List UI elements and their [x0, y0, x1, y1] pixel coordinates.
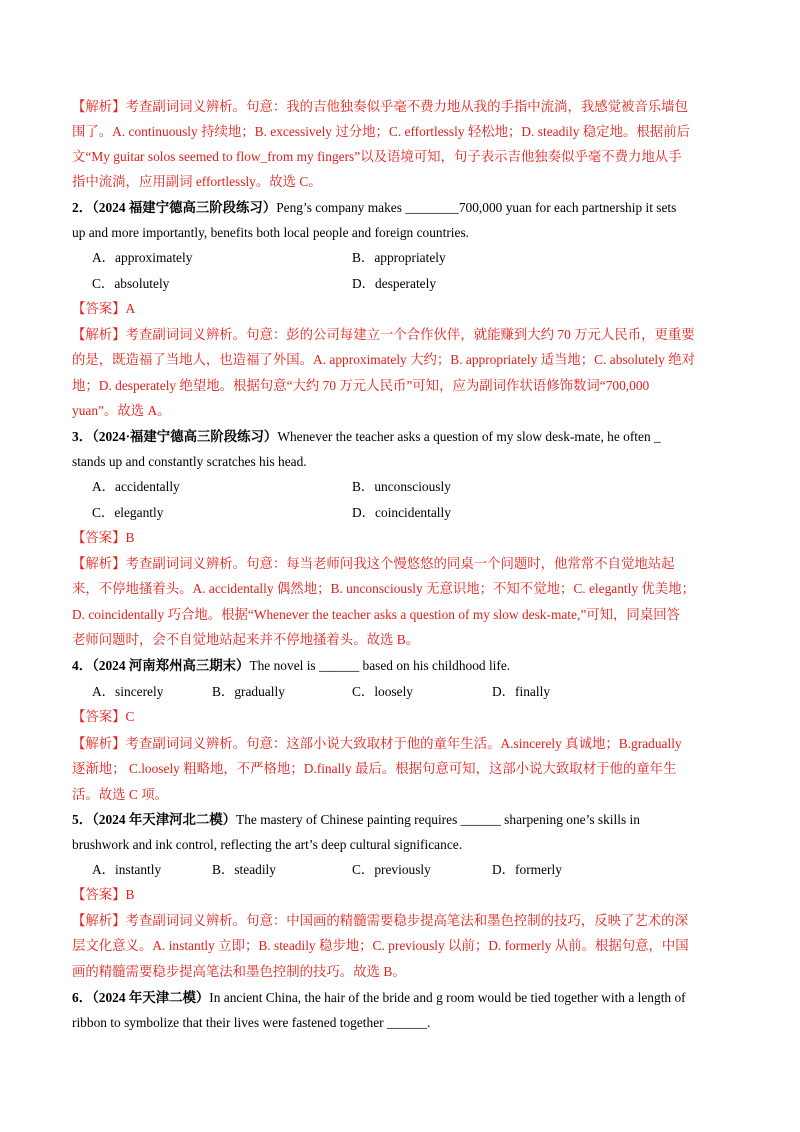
- analysis-line: 的是，既造福了当地人，也造福了外国。A. approximately 大约；B. appropriately 适当地；C. absolutely 绝对: [72, 352, 695, 367]
- question-number: 3．: [72, 429, 93, 444]
- question-source: （2024·福建宁德高三阶段练习）: [92, 429, 278, 444]
- analysis-line: 逐渐地； C.loosely 粗略地，不严格地；D.finally 最后。根据句意可知，这部小说大致取材于他的童年生: [72, 761, 677, 776]
- analysis-line: 【解析】考查副词词义辨析。句意：彭的公司每建立一个合作伙伴，就能赚到大约 70 万元人民币，更重要: [72, 327, 695, 342]
- analysis-line: D. coincidentally 巧合地。根据“Whenever the teacher asks a question of my slow desk-mate,”可知，同桌回答: [72, 607, 680, 622]
- analysis-line: 围了。A. continuously 持续地；B. excessively 过分地；C. effortlessly 轻松地；D. steadily 稳定地。根据前后: [72, 124, 690, 139]
- question-stem: Peng’s company makes ________700,000 yuan for each partnership it sets: [276, 200, 677, 215]
- option-b: B．gradually: [212, 684, 285, 699]
- option-c: C．previously: [352, 862, 431, 877]
- question-number: 4．: [72, 658, 93, 673]
- question-2: [72, 199, 676, 217]
- question-5: [72, 811, 640, 829]
- question-4: [72, 657, 510, 675]
- answer: 【答案】C: [72, 709, 135, 724]
- question-6: [72, 989, 686, 1007]
- analysis-line: 【解析】考查副词词义辨析。句意：这部小说大致取材于他的童年生活。A.sincerely 真诚地；B.gradually: [72, 736, 682, 751]
- question-number: 6．: [72, 990, 93, 1005]
- question-source: （2024 河南郑州高三期末）: [92, 658, 250, 673]
- analysis-line: 【解析】考查副词词义辨析。句意：每当老师问我这个慢悠悠的同桌一个问题时，他常常不自觉地站起: [72, 556, 675, 571]
- analysis-line: yuan”。故选 A。: [72, 403, 171, 418]
- question-stem: The novel is ______ based on his childhood life.: [249, 658, 511, 673]
- question-source: （2024 年天津二模）: [92, 990, 210, 1005]
- analysis-line: 【解析】考查副词词义辨析。句意：中国画的精髓需要稳步提高笔法和墨色控制的技巧，反映了艺术的深: [72, 913, 688, 928]
- question-stem-continued: ribbon to symbolize that their lives were fastened together ______.: [72, 1015, 431, 1030]
- question-stem-continued: up and more importantly, benefits both local people and foreign countries.: [72, 225, 470, 240]
- option-d: D．desperately: [352, 276, 437, 291]
- option-a: A．approximately: [92, 250, 193, 265]
- option-d: D．finally: [492, 684, 551, 699]
- answer: 【答案】B: [72, 887, 135, 902]
- question-number: 2．: [72, 200, 93, 215]
- option-b: B．appropriately: [352, 250, 446, 265]
- option-a: A．accidentally: [92, 479, 180, 494]
- analysis-line: 活。故选 C 项。: [72, 787, 168, 802]
- analysis-line: 来，不停地搔着头。A. accidentally 偶然地；B. unconsciously 无意识地；不知不觉地；C. elegantly 优美地；: [72, 581, 695, 596]
- question-source: （2024 福建宁德高三阶段练习）: [92, 200, 277, 215]
- analysis-line: 指中流淌，应用副词 effortlessly。故选 C。: [72, 174, 322, 189]
- analysis-line: 地；D. desperately 绝望地。根据句意“大约 70 万元人民币”可知，应为副词作状语修饰数词“700,000: [72, 378, 650, 393]
- question-stem: The mastery of Chinese painting requires ______ sharpening one’s skills in: [236, 812, 640, 827]
- question-3: [72, 428, 661, 446]
- analysis-line: 【解析】考查副词词义辨析。句意：我的吉他独奏似乎毫不费力地从我的手指中流淌，我感觉被音乐墙包: [72, 99, 688, 114]
- analysis-line: 层文化意义。A. instantly 立即；B. steadily 稳步地；C. previously 以前；D. formerly 从前。根据句意，中国: [72, 938, 689, 953]
- question-stem-continued: brushwork and ink control, reflecting the art’s deep cultural significance.: [72, 837, 463, 852]
- option-a: A．instantly: [92, 862, 162, 877]
- option-d: D．coincidentally: [352, 505, 451, 520]
- option-b: B．steadily: [212, 862, 276, 877]
- question-number: 5．: [72, 812, 93, 827]
- analysis-line: 文“My guitar solos seemed to flow_from my fingers”以及语境可知，句子表示吉他独奏似乎毫不费力地从手: [72, 149, 682, 164]
- option-c: C．absolutely: [92, 276, 170, 291]
- answer: 【答案】A: [72, 301, 136, 316]
- question-source: （2024 年天津河北二模）: [92, 812, 237, 827]
- option-c: C．loosely: [352, 684, 414, 699]
- analysis-line: 老师问题时，会不自觉地站起来并不停地搔着头。故选 B。: [72, 632, 420, 647]
- option-d: D．formerly: [492, 862, 562, 877]
- option-c: C．elegantly: [92, 505, 164, 520]
- question-stem: Whenever the teacher asks a question of my slow desk-mate, he often _: [277, 429, 661, 444]
- answer: 【答案】B: [72, 530, 135, 545]
- question-stem-continued: stands up and constantly scratches his head.: [72, 454, 307, 469]
- analysis-line: 画的精髓需要稳步提高笔法和墨色控制的技巧。故选 B。: [72, 964, 406, 979]
- question-stem: In ancient China, the hair of the bride and g room would be tied together with a length of: [209, 990, 686, 1005]
- option-b: B．unconsciously: [352, 479, 451, 494]
- option-a: A．sincerely: [92, 684, 164, 699]
